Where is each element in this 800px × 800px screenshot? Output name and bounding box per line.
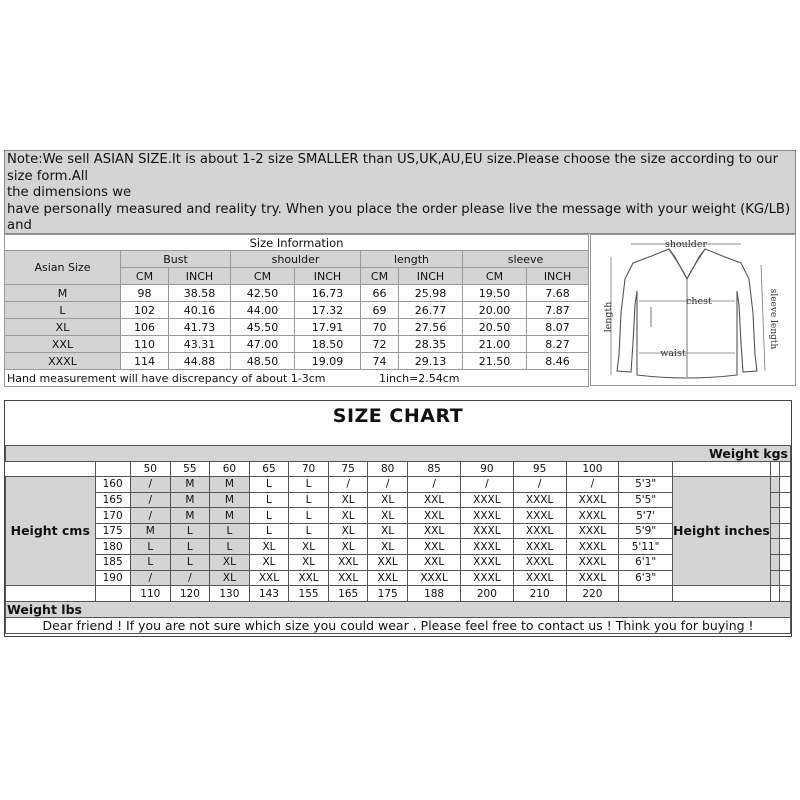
blank-cell <box>780 555 791 571</box>
measurement-cell: 7.68 <box>527 285 589 302</box>
size-cell: L <box>209 523 249 539</box>
blank-cell <box>780 508 791 524</box>
note-line-3: have personally measured and reality try. When you place the order please live the message with your weight (KG/LB) and <box>7 201 791 233</box>
size-cell: L <box>289 523 329 539</box>
size-cell: XXL <box>408 523 461 539</box>
kg-value: 55 <box>170 461 209 477</box>
measurement-cell: 70 <box>361 319 399 336</box>
measurement-cell: 25.98 <box>399 285 463 302</box>
size-cell: XL <box>249 539 288 555</box>
measurement-cell: 29.13 <box>399 353 463 370</box>
size-cell: XL <box>289 555 329 571</box>
size-cell: XXXL <box>513 492 566 508</box>
length-header: length <box>361 251 463 268</box>
note-line-1: Note:We sell ASIAN SIZE.It is about 1-2 size SMALLER than US,UK,AU,EU size.Please choose the size according to our size form.All <box>7 152 779 184</box>
blank-cell <box>673 461 771 477</box>
sleeve-length-label: sleeve length <box>768 288 778 350</box>
height-cms-label: Height cms <box>6 477 96 586</box>
height-cm-value: 185 <box>95 555 130 571</box>
height-cm-value: 160 <box>95 477 130 493</box>
height-inch-value: 5'3" <box>619 477 673 493</box>
size-cell: XXXL <box>460 555 513 571</box>
size-information-table <box>4 234 589 387</box>
size-cell: / <box>130 508 170 524</box>
size-cell: XXXL <box>513 570 566 586</box>
lbs-value: 200 <box>460 586 513 602</box>
size-cell: L <box>289 492 329 508</box>
shirt-illustration <box>591 235 795 385</box>
height-inch-value: 6'1" <box>619 555 673 571</box>
blank-cell <box>770 461 780 477</box>
lbs-value: 130 <box>209 586 249 602</box>
measurement-cell: 69 <box>361 302 399 319</box>
blank-cell <box>780 539 791 555</box>
measurement-cell: 40.16 <box>169 302 231 319</box>
thanks-row <box>6 617 791 633</box>
size-cell: / <box>408 477 461 493</box>
height-cm-value: 165 <box>95 492 130 508</box>
unit-header: INCH <box>169 268 231 285</box>
measurement-cell: 47.00 <box>231 336 295 353</box>
size-cell: XXXL <box>566 539 619 555</box>
size-note <box>4 150 796 234</box>
size-cell: XXXL <box>408 570 461 586</box>
shoulder-header: shoulder <box>231 251 361 268</box>
kg-value: 80 <box>368 461 408 477</box>
measurement-cell: 16.73 <box>295 285 361 302</box>
size-cell: XXXL <box>513 508 566 524</box>
kg-value: 75 <box>329 461 368 477</box>
size-info-row <box>5 336 589 353</box>
size-cell: / <box>130 477 170 493</box>
size-cell: XXXL <box>460 523 513 539</box>
lbs-value: 165 <box>329 586 368 602</box>
height-cm-value: 180 <box>95 539 130 555</box>
size-cell: XXXL <box>513 523 566 539</box>
kg-value: 85 <box>408 461 461 477</box>
size-cell: XL <box>329 539 368 555</box>
measurement-cell: 8.46 <box>527 353 589 370</box>
blank-cell <box>780 523 791 539</box>
size-cell: / <box>130 570 170 586</box>
size-cell: XXXL <box>566 555 619 571</box>
blank-cell <box>770 586 780 602</box>
lbs-value: 220 <box>566 586 619 602</box>
size-cell: XXL <box>408 508 461 524</box>
blank-cell <box>780 492 791 508</box>
measurement-cell: 28.35 <box>399 336 463 353</box>
blank-cell <box>770 570 780 586</box>
measurement-cell: 27.56 <box>399 319 463 336</box>
blank-cell <box>780 461 791 477</box>
measurement-cell: 98 <box>121 285 169 302</box>
measurement-cell: 21.50 <box>463 353 527 370</box>
size-cell: XL <box>368 523 408 539</box>
weight-lbs-row <box>6 601 791 617</box>
size-cell: XXXL <box>460 508 513 524</box>
size-cell: XXXL <box>460 492 513 508</box>
size-cell: XXXL <box>460 570 513 586</box>
measurement-cell: 41.73 <box>169 319 231 336</box>
size-cell: M <box>130 523 170 539</box>
size-cell: / <box>368 477 408 493</box>
height-inch-value: 5'7' <box>619 508 673 524</box>
size-cell: / <box>566 477 619 493</box>
size-cell: / <box>460 477 513 493</box>
size-info-row <box>5 319 589 336</box>
size-info-row <box>5 285 589 302</box>
size-cell: XXXL <box>566 570 619 586</box>
measurement-cell: 7.87 <box>527 302 589 319</box>
size-cell: M <box>209 508 249 524</box>
measurement-cell: 48.50 <box>231 353 295 370</box>
size-info-title: Size Information <box>5 235 589 251</box>
size-cell: XL <box>329 523 368 539</box>
size-label: XL <box>5 319 121 336</box>
measurement-cell: 20.50 <box>463 319 527 336</box>
measurement-cell: 17.32 <box>295 302 361 319</box>
size-cell: XXL <box>408 539 461 555</box>
measurement-cell: 42.50 <box>231 285 295 302</box>
kg-values-row <box>6 461 791 477</box>
size-cell: L <box>209 539 249 555</box>
kg-value: 95 <box>513 461 566 477</box>
measurement-cell: 20.00 <box>463 302 527 319</box>
blank-cell <box>95 461 130 477</box>
size-cell: XXL <box>329 570 368 586</box>
height-inches-label: Height inches <box>673 477 771 586</box>
height-cm-value: 190 <box>95 570 130 586</box>
measurement-cell: 8.27 <box>527 336 589 353</box>
size-label: XXXL <box>5 353 121 370</box>
size-cell: L <box>249 477 288 493</box>
waist-label: waist <box>660 348 686 359</box>
measurement-cell: 19.50 <box>463 285 527 302</box>
size-cell: L <box>289 477 329 493</box>
kg-value: 60 <box>209 461 249 477</box>
size-cell: XL <box>329 492 368 508</box>
size-cell: / <box>329 477 368 493</box>
blank-cell <box>780 570 791 586</box>
kg-value: 50 <box>130 461 170 477</box>
shirt-measurement-diagram <box>590 234 796 386</box>
size-cell: XXXL <box>513 555 566 571</box>
size-cell: XXL <box>368 570 408 586</box>
measurement-cell: 106 <box>121 319 169 336</box>
size-cell: L <box>170 523 209 539</box>
size-cell: XL <box>209 555 249 571</box>
measurement-cell: 44.88 <box>169 353 231 370</box>
size-cell: XXXL <box>566 508 619 524</box>
size-cell: XL <box>368 492 408 508</box>
size-cell: XL <box>368 539 408 555</box>
size-cell: / <box>513 477 566 493</box>
size-cell: L <box>249 492 288 508</box>
size-cell: XXL <box>249 570 288 586</box>
measurement-cell: 8.07 <box>527 319 589 336</box>
size-cell: XL <box>329 508 368 524</box>
lbs-value: 175 <box>368 586 408 602</box>
size-cell: L <box>170 539 209 555</box>
blank-cell <box>770 492 780 508</box>
measurement-cell: 74 <box>361 353 399 370</box>
size-chart-row <box>6 477 791 493</box>
lbs-value: 188 <box>408 586 461 602</box>
size-cell: / <box>130 492 170 508</box>
size-cell: / <box>170 570 209 586</box>
size-cell: XXL <box>289 570 329 586</box>
size-label: XXL <box>5 336 121 353</box>
lbs-value: 155 <box>289 586 329 602</box>
kg-value: 70 <box>289 461 329 477</box>
unit-header: INCH <box>527 268 589 285</box>
measurement-cell: 18.50 <box>295 336 361 353</box>
unit-header: CM <box>121 268 169 285</box>
size-cell: L <box>130 555 170 571</box>
discrepancy-note: Hand measurement will have discrepancy of about 1-3cm <box>7 371 326 385</box>
measurement-cell: 102 <box>121 302 169 319</box>
sleeve-arrow <box>761 265 765 371</box>
weight-kgs-label: Weight kgs <box>6 445 791 461</box>
unit-header: CM <box>463 268 527 285</box>
size-chart-title: SIZE CHART <box>332 405 464 427</box>
bust-header: Bust <box>121 251 231 268</box>
size-cell: L <box>130 539 170 555</box>
blank-cell <box>770 555 780 571</box>
lbs-value: 143 <box>249 586 288 602</box>
height-inch-value: 6'3" <box>619 570 673 586</box>
height-inch-value: 5'11" <box>619 539 673 555</box>
size-chart <box>4 400 792 637</box>
unit-header: INCH <box>295 268 361 285</box>
size-cell: XXXL <box>460 539 513 555</box>
measurement-cell: 44.00 <box>231 302 295 319</box>
measurement-cell: 110 <box>121 336 169 353</box>
blank-cell <box>6 586 96 602</box>
lbs-value: 210 <box>513 586 566 602</box>
blank-cell <box>770 539 780 555</box>
measurement-cell: 43.31 <box>169 336 231 353</box>
blank-cell <box>770 477 780 493</box>
size-info-row <box>5 302 589 319</box>
blank-cell <box>780 586 791 602</box>
measurement-cell: 66 <box>361 285 399 302</box>
blank-cell <box>95 586 130 602</box>
thank-you-message: Dear friend ! If you are not sure which size you could wear . Please feel free to contact us ! Think you for buying ! <box>6 617 791 633</box>
blank-cell <box>619 461 673 477</box>
lbs-value: 120 <box>170 586 209 602</box>
chest-label: chest <box>686 296 712 307</box>
measurement-cell: 21.00 <box>463 336 527 353</box>
shoulder-label: shoulder <box>664 239 708 250</box>
kg-value: 65 <box>249 461 288 477</box>
size-cell: L <box>249 523 288 539</box>
size-cell: XL <box>368 508 408 524</box>
lbs-values-row <box>6 586 791 602</box>
size-cell: XXL <box>368 555 408 571</box>
size-cell: M <box>209 477 249 493</box>
size-cell: XXXL <box>513 539 566 555</box>
size-chart-grid <box>5 441 791 634</box>
size-cell: XL <box>209 570 249 586</box>
size-cell: L <box>170 555 209 571</box>
unit-header: CM <box>361 268 399 285</box>
lbs-value: 110 <box>130 586 170 602</box>
size-cell: L <box>289 508 329 524</box>
height-cm-value: 175 <box>95 523 130 539</box>
height-inch-value: 5'9" <box>619 523 673 539</box>
note-line-2: the dimensions we <box>7 185 132 200</box>
measurement-cell: 26.77 <box>399 302 463 319</box>
inch-conversion: 1inch=2.54cm <box>379 371 460 385</box>
size-cell: XL <box>249 555 288 571</box>
size-info-footnote <box>5 370 589 387</box>
weight-kgs-row <box>6 445 791 461</box>
size-cell: XXXL <box>566 523 619 539</box>
kg-value: 100 <box>566 461 619 477</box>
unit-header: INCH <box>399 268 463 285</box>
length-label: length <box>603 301 614 333</box>
measurement-cell: 114 <box>121 353 169 370</box>
sleeve-header: sleeve <box>463 251 589 268</box>
measurement-cell: 19.09 <box>295 353 361 370</box>
blank-cell <box>619 586 673 602</box>
size-cell: M <box>170 477 209 493</box>
size-label: M <box>5 285 121 302</box>
size-cell: XXL <box>329 555 368 571</box>
blank-cell <box>780 477 791 493</box>
blank-cell <box>673 586 771 602</box>
size-cell: L <box>249 508 288 524</box>
kg-value: 90 <box>460 461 513 477</box>
blank-cell <box>6 461 96 477</box>
height-cm-value: 170 <box>95 508 130 524</box>
size-cell: M <box>170 492 209 508</box>
measurement-cell: 72 <box>361 336 399 353</box>
size-info-row <box>5 353 589 370</box>
measurement-cell: 38.58 <box>169 285 231 302</box>
blank-cell <box>770 523 780 539</box>
size-cell: XL <box>289 539 329 555</box>
measurement-cell: 17.91 <box>295 319 361 336</box>
size-cell: XXXL <box>566 492 619 508</box>
blank-cell <box>770 508 780 524</box>
height-inch-value: 5'5" <box>619 492 673 508</box>
size-label: L <box>5 302 121 319</box>
unit-header: CM <box>231 268 295 285</box>
size-cell: M <box>170 508 209 524</box>
weight-lbs-label: Weight lbs <box>6 601 791 617</box>
measurement-cell: 45.50 <box>231 319 295 336</box>
size-cell: M <box>209 492 249 508</box>
size-cell: XXL <box>408 492 461 508</box>
size-cell: XXL <box>408 555 461 571</box>
asian-size-header: Asian Size <box>5 251 121 285</box>
